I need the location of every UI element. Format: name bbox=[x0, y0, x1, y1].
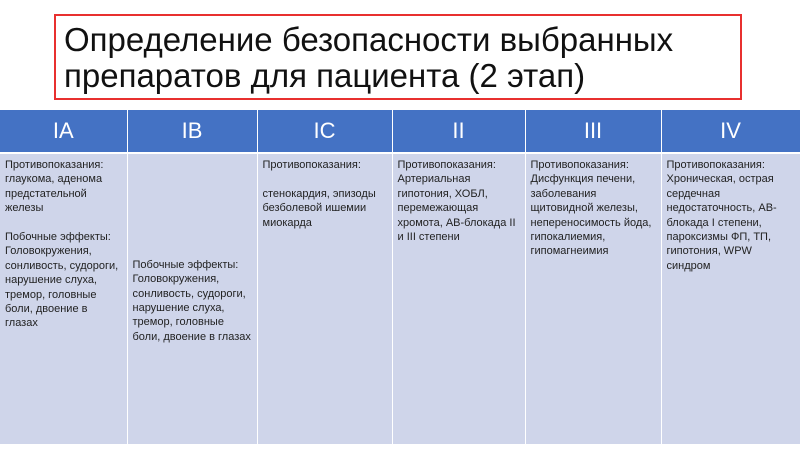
cell-ic: Противопоказания: стенокардия, эпизоды безболевой ишемии миокарда bbox=[257, 153, 392, 444]
drug-safety-table bbox=[0, 110, 800, 444]
slide-title: Определение безопасности выбранных препаратов для пациента (2 этап) bbox=[64, 21, 674, 94]
cell-ia: Противопоказания: глаукома, аденома предстательной железы Побочные эффекты: Головокружения, сонливость, судороги, нарушение слуха, тремор, головные боли, двоение в глазах bbox=[0, 153, 127, 444]
title-box bbox=[54, 14, 742, 100]
header-class-ii: II bbox=[392, 110, 525, 153]
header-class-iii: III bbox=[525, 110, 661, 153]
cell-iii: Противопоказания: Дисфункция печени, заболевания щитовидной железы, непереносимость йода, гипокалиемия, гипомагнеимия bbox=[525, 153, 661, 444]
cell-iv: Противопоказания: Хроническая, острая сердечная недостаточность, АВ-блокада I степени, пароксизмы ФП, ТП, гипотония, WPW синдром bbox=[661, 153, 800, 444]
table-header-row bbox=[0, 110, 800, 153]
table-row bbox=[0, 153, 800, 444]
header-class-ib: IB bbox=[127, 110, 257, 153]
header-class-ia: IA bbox=[0, 110, 127, 153]
header-class-ic: IC bbox=[257, 110, 392, 153]
cell-ii: Противопоказания: Артериальная гипотония, ХОБЛ, перемежающая хромота, АВ-блокада II и III степени bbox=[392, 153, 525, 444]
cell-ib: Побочные эффекты: Головокружения, сонливость, судороги, нарушение слуха, тремор, головные боли, двоение в глазах bbox=[127, 153, 257, 444]
header-class-iv: IV bbox=[661, 110, 800, 153]
